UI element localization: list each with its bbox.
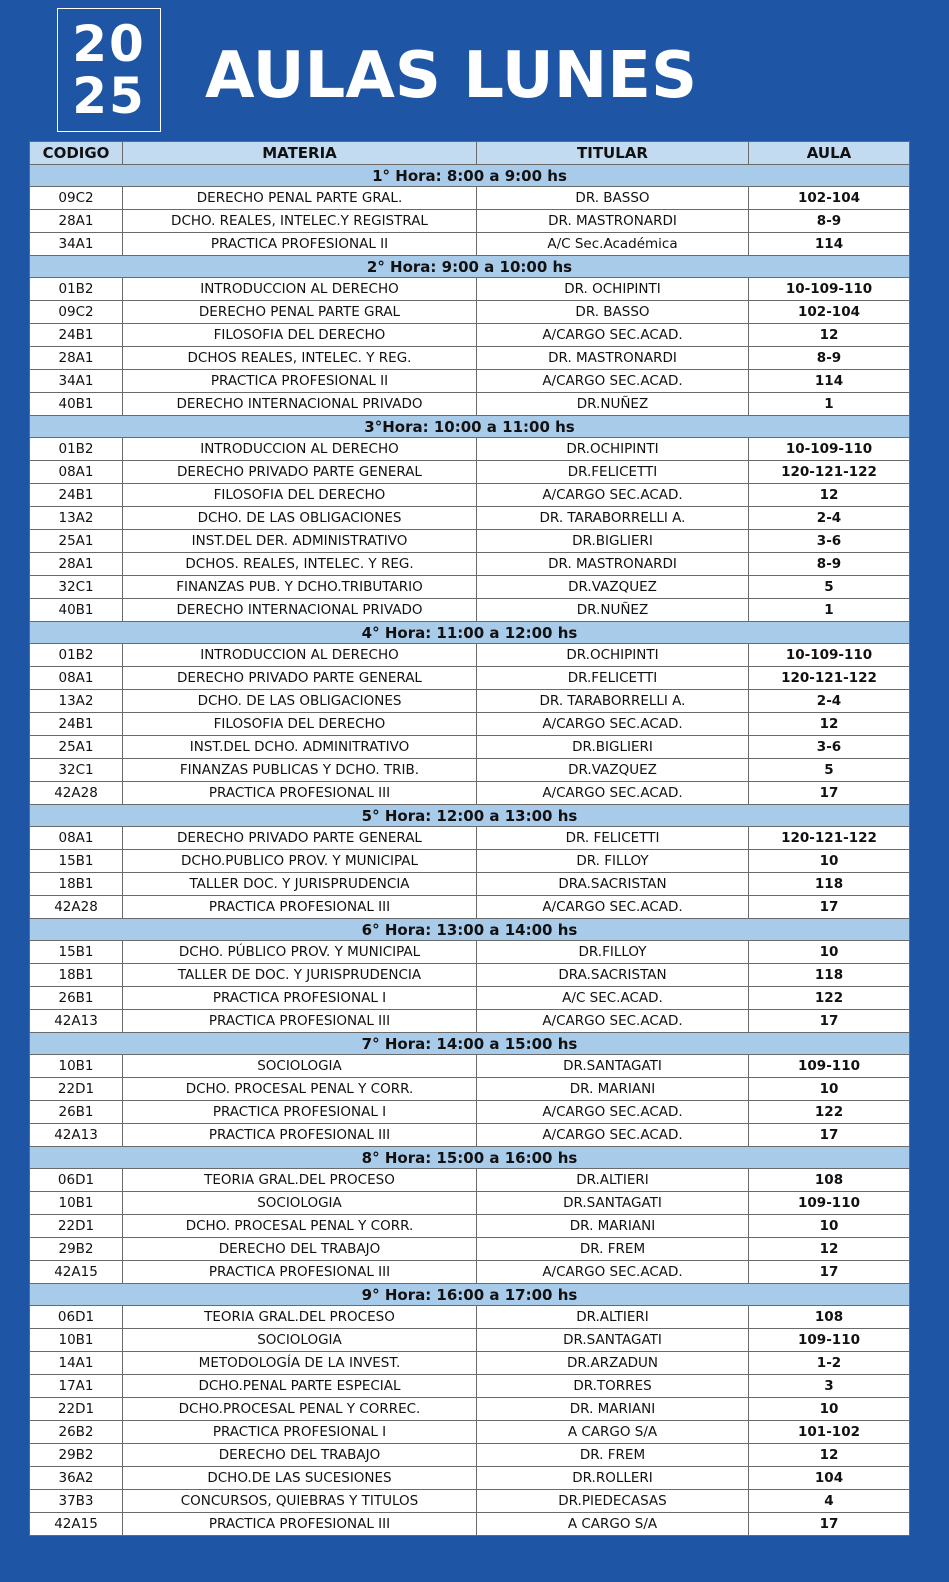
cell-materia: DCHO.PENAL PARTE ESPECIAL	[123, 1375, 477, 1398]
cell-materia: METODOLOGÍA DE LA INVEST.	[123, 1352, 477, 1375]
cell-aula: 101-102	[749, 1421, 910, 1444]
cell-aula: 10	[749, 941, 910, 964]
cell-aula: 109-110	[749, 1329, 910, 1352]
hour-label: 1° Hora: 8:00 a 9:00 hs	[30, 165, 910, 187]
table-row	[30, 210, 910, 233]
cell-titular: A/CARGO SEC.ACAD.	[477, 324, 749, 347]
cell-aula: 5	[749, 576, 910, 599]
cell-materia: INTRODUCCION AL DERECHO	[123, 278, 477, 301]
hour-row	[30, 1033, 910, 1055]
cell-titular: DR.BIGLIERI	[477, 736, 749, 759]
table-row	[30, 644, 910, 667]
table-row	[30, 393, 910, 416]
table-row	[30, 484, 910, 507]
cell-codigo: 25A1	[30, 530, 123, 553]
header-titular: TITULAR	[477, 142, 749, 165]
cell-aula: 10	[749, 1078, 910, 1101]
cell-titular: DR.NUÑEZ	[477, 599, 749, 622]
table-row	[30, 1398, 910, 1421]
cell-materia: TEORIA GRAL.DEL PROCESO	[123, 1169, 477, 1192]
table-row	[30, 782, 910, 805]
cell-titular: DR.VAZQUEZ	[477, 759, 749, 782]
cell-titular: DR.BIGLIERI	[477, 530, 749, 553]
cell-materia: DCHO. REALES, INTELEC.Y REGISTRAL	[123, 210, 477, 233]
hour-row	[30, 1284, 910, 1306]
cell-codigo: 36A2	[30, 1467, 123, 1490]
cell-aula: 5	[749, 759, 910, 782]
cell-materia: TEORIA GRAL.DEL PROCESO	[123, 1306, 477, 1329]
header-codigo: CODIGO	[30, 142, 123, 165]
cell-materia: DERECHO DEL TRABAJO	[123, 1238, 477, 1261]
cell-codigo: 26B1	[30, 987, 123, 1010]
cell-aula: 12	[749, 1238, 910, 1261]
cell-aula: 122	[749, 987, 910, 1010]
cell-titular: DR.NUÑEZ	[477, 393, 749, 416]
cell-aula: 4	[749, 1490, 910, 1513]
cell-codigo: 26B1	[30, 1101, 123, 1124]
hour-row	[30, 805, 910, 827]
cell-codigo: 10B1	[30, 1329, 123, 1352]
cell-codigo: 08A1	[30, 667, 123, 690]
year-top: 20	[72, 15, 146, 73]
cell-codigo: 24B1	[30, 484, 123, 507]
cell-aula: 1	[749, 599, 910, 622]
year-logo	[57, 8, 161, 132]
cell-materia: PRACTICA PROFESIONAL III	[123, 782, 477, 805]
cell-aula: 120-121-122	[749, 827, 910, 850]
page-title: AULAS LUNES	[205, 39, 698, 113]
table-row	[30, 1513, 910, 1536]
cell-aula: 118	[749, 873, 910, 896]
cell-aula: 8-9	[749, 553, 910, 576]
cell-titular: DR.OCHIPINTI	[477, 644, 749, 667]
cell-codigo: 32C1	[30, 576, 123, 599]
hour-label: 8° Hora: 15:00 a 16:00 hs	[30, 1147, 910, 1169]
cell-aula: 3-6	[749, 736, 910, 759]
table-row	[30, 1169, 910, 1192]
cell-titular: DR.TORRES	[477, 1375, 749, 1398]
cell-materia: PRACTICA PROFESIONAL III	[123, 896, 477, 919]
hour-label: 2° Hora: 9:00 a 10:00 hs	[30, 256, 910, 278]
cell-materia: PRACTICA PROFESIONAL II	[123, 370, 477, 393]
hour-row	[30, 165, 910, 187]
cell-titular: DR. FREM	[477, 1238, 749, 1261]
hour-label: 4° Hora: 11:00 a 12:00 hs	[30, 622, 910, 644]
cell-titular: A/CARGO SEC.ACAD.	[477, 896, 749, 919]
cell-titular: A/CARGO SEC.ACAD.	[477, 1124, 749, 1147]
cell-titular: DR. MARIANI	[477, 1078, 749, 1101]
cell-aula: 17	[749, 1010, 910, 1033]
cell-materia: DERECHO INTERNACIONAL PRIVADO	[123, 393, 477, 416]
table-row	[30, 347, 910, 370]
cell-titular: DR. FILLOY	[477, 850, 749, 873]
header-aula: AULA	[749, 142, 910, 165]
cell-titular: A CARGO S/A	[477, 1421, 749, 1444]
hour-label: 7° Hora: 14:00 a 15:00 hs	[30, 1033, 910, 1055]
cell-codigo: 13A2	[30, 507, 123, 530]
cell-titular: DR. MASTRONARDI	[477, 553, 749, 576]
cell-titular: DR. FREM	[477, 1444, 749, 1467]
hour-label: 5° Hora: 12:00 a 13:00 hs	[30, 805, 910, 827]
schedule-table	[29, 141, 910, 1536]
cell-aula: 12	[749, 324, 910, 347]
cell-codigo: 42A28	[30, 782, 123, 805]
cell-codigo: 18B1	[30, 964, 123, 987]
cell-materia: SOCIOLOGIA	[123, 1192, 477, 1215]
hour-row	[30, 256, 910, 278]
cell-materia: DCHOS REALES, INTELEC. Y REG.	[123, 347, 477, 370]
cell-materia: SOCIOLOGIA	[123, 1055, 477, 1078]
table-row	[30, 278, 910, 301]
table-row	[30, 553, 910, 576]
cell-materia: DCHO. DE LAS OBLIGACIONES	[123, 507, 477, 530]
cell-aula: 118	[749, 964, 910, 987]
cell-aula: 3	[749, 1375, 910, 1398]
cell-titular: DRA.SACRISTAN	[477, 964, 749, 987]
hour-row	[30, 416, 910, 438]
cell-codigo: 40B1	[30, 393, 123, 416]
cell-aula: 17	[749, 1513, 910, 1536]
cell-codigo: 13A2	[30, 690, 123, 713]
hour-label: 6° Hora: 13:00 a 14:00 hs	[30, 919, 910, 941]
table-row	[30, 1101, 910, 1124]
cell-materia: DCHO. DE LAS OBLIGACIONES	[123, 690, 477, 713]
cell-titular: DR. TARABORRELLI A.	[477, 690, 749, 713]
header-row	[30, 142, 910, 165]
cell-codigo: 15B1	[30, 941, 123, 964]
table-row	[30, 1192, 910, 1215]
cell-codigo: 28A1	[30, 210, 123, 233]
cell-titular: A/CARGO SEC.ACAD.	[477, 484, 749, 507]
cell-materia: SOCIOLOGIA	[123, 1329, 477, 1352]
table-row	[30, 1306, 910, 1329]
cell-aula: 10	[749, 850, 910, 873]
cell-aula: 17	[749, 1261, 910, 1284]
cell-materia: DCHO.PUBLICO PROV. Y MUNICIPAL	[123, 850, 477, 873]
cell-aula: 120-121-122	[749, 667, 910, 690]
cell-codigo: 08A1	[30, 461, 123, 484]
table-row	[30, 461, 910, 484]
cell-materia: INTRODUCCION AL DERECHO	[123, 438, 477, 461]
cell-codigo: 08A1	[30, 827, 123, 850]
cell-aula: 102-104	[749, 187, 910, 210]
table-row	[30, 370, 910, 393]
cell-aula: 109-110	[749, 1192, 910, 1215]
cell-aula: 12	[749, 484, 910, 507]
table-row	[30, 438, 910, 461]
cell-codigo: 42A13	[30, 1124, 123, 1147]
table-row	[30, 1329, 910, 1352]
cell-materia: DERECHO INTERNACIONAL PRIVADO	[123, 599, 477, 622]
cell-materia: DERECHO PRIVADO PARTE GENERAL	[123, 827, 477, 850]
table-row	[30, 301, 910, 324]
cell-aula: 114	[749, 370, 910, 393]
cell-aula: 8-9	[749, 210, 910, 233]
cell-codigo: 42A15	[30, 1513, 123, 1536]
cell-titular: A/C SEC.ACAD.	[477, 987, 749, 1010]
cell-materia: DERECHO PENAL PARTE GRAL	[123, 301, 477, 324]
cell-materia: PRACTICA PROFESIONAL III	[123, 1261, 477, 1284]
cell-materia: DERECHO PRIVADO PARTE GENERAL	[123, 667, 477, 690]
table-row	[30, 827, 910, 850]
table-row	[30, 576, 910, 599]
cell-titular: DR.VAZQUEZ	[477, 576, 749, 599]
table-row	[30, 987, 910, 1010]
cell-aula: 12	[749, 1444, 910, 1467]
cell-titular: DR.FELICETTI	[477, 461, 749, 484]
cell-titular: DR. MARIANI	[477, 1398, 749, 1421]
cell-aula: 17	[749, 1124, 910, 1147]
cell-codigo: 06D1	[30, 1306, 123, 1329]
cell-aula: 108	[749, 1306, 910, 1329]
cell-aula: 1-2	[749, 1352, 910, 1375]
cell-aula: 122	[749, 1101, 910, 1124]
table-row	[30, 1467, 910, 1490]
cell-codigo: 29B2	[30, 1238, 123, 1261]
hour-row	[30, 622, 910, 644]
table-row	[30, 736, 910, 759]
cell-titular: DR. MARIANI	[477, 1215, 749, 1238]
cell-materia: DCHO. PROCESAL PENAL Y CORR.	[123, 1078, 477, 1101]
cell-codigo: 10B1	[30, 1055, 123, 1078]
cell-titular: DR. BASSO	[477, 301, 749, 324]
cell-titular: DR. MASTRONARDI	[477, 210, 749, 233]
table-row	[30, 1421, 910, 1444]
cell-titular: A/CARGO SEC.ACAD.	[477, 782, 749, 805]
cell-codigo: 18B1	[30, 873, 123, 896]
cell-codigo: 09C2	[30, 187, 123, 210]
table-row	[30, 1375, 910, 1398]
cell-materia: DCHO.PROCESAL PENAL Y CORREC.	[123, 1398, 477, 1421]
cell-materia: FINANZAS PUB. Y DCHO.TRIBUTARIO	[123, 576, 477, 599]
cell-titular: DR.ROLLERI	[477, 1467, 749, 1490]
table-row	[30, 964, 910, 987]
cell-materia: DCHO.DE LAS SUCESIONES	[123, 1467, 477, 1490]
cell-titular: DR.ALTIERI	[477, 1169, 749, 1192]
cell-titular: DR. MASTRONARDI	[477, 347, 749, 370]
cell-codigo: 42A13	[30, 1010, 123, 1033]
cell-codigo: 42A15	[30, 1261, 123, 1284]
schedule-body	[30, 165, 910, 1536]
cell-materia: TALLER DOC. Y JURISPRUDENCIA	[123, 873, 477, 896]
cell-aula: 10-109-110	[749, 438, 910, 461]
table-row	[30, 873, 910, 896]
cell-codigo: 14A1	[30, 1352, 123, 1375]
cell-aula: 120-121-122	[749, 461, 910, 484]
cell-titular: A CARGO S/A	[477, 1513, 749, 1536]
cell-codigo: 01B2	[30, 438, 123, 461]
table-row	[30, 1238, 910, 1261]
cell-aula: 10	[749, 1398, 910, 1421]
cell-titular: DR.SANTAGATI	[477, 1192, 749, 1215]
cell-aula: 108	[749, 1169, 910, 1192]
cell-materia: TALLER DE DOC. Y JURISPRUDENCIA	[123, 964, 477, 987]
cell-aula: 10-109-110	[749, 644, 910, 667]
table-row	[30, 1490, 910, 1513]
hour-row	[30, 1147, 910, 1169]
hour-row	[30, 919, 910, 941]
table-row	[30, 1261, 910, 1284]
table-row	[30, 1352, 910, 1375]
table-row	[30, 1444, 910, 1467]
cell-aula: 102-104	[749, 301, 910, 324]
cell-codigo: 06D1	[30, 1169, 123, 1192]
cell-codigo: 34A1	[30, 370, 123, 393]
cell-aula: 109-110	[749, 1055, 910, 1078]
cell-codigo: 01B2	[30, 278, 123, 301]
table-row	[30, 713, 910, 736]
cell-aula: 8-9	[749, 347, 910, 370]
cell-materia: FILOSOFIA DEL DERECHO	[123, 324, 477, 347]
cell-codigo: 28A1	[30, 553, 123, 576]
cell-titular: A/CARGO SEC.ACAD.	[477, 713, 749, 736]
cell-titular: DR.FELICETTI	[477, 667, 749, 690]
cell-codigo: 10B1	[30, 1192, 123, 1215]
table-row	[30, 1124, 910, 1147]
cell-aula: 3-6	[749, 530, 910, 553]
cell-materia: PRACTICA PROFESIONAL III	[123, 1010, 477, 1033]
cell-aula: 2-4	[749, 690, 910, 713]
cell-codigo: 09C2	[30, 301, 123, 324]
cell-materia: PRACTICA PROFESIONAL I	[123, 987, 477, 1010]
cell-materia: DCHO. PROCESAL PENAL Y CORR.	[123, 1215, 477, 1238]
cell-titular: DR.PIEDECASAS	[477, 1490, 749, 1513]
table-row	[30, 1010, 910, 1033]
cell-materia: FILOSOFIA DEL DERECHO	[123, 484, 477, 507]
cell-titular: DR. OCHIPINTI	[477, 278, 749, 301]
cell-materia: PRACTICA PROFESIONAL I	[123, 1101, 477, 1124]
cell-codigo: 15B1	[30, 850, 123, 873]
cell-codigo: 22D1	[30, 1398, 123, 1421]
cell-codigo: 29B2	[30, 1444, 123, 1467]
cell-titular: DR. BASSO	[477, 187, 749, 210]
hour-label: 9° Hora: 16:00 a 17:00 hs	[30, 1284, 910, 1306]
cell-aula: 1	[749, 393, 910, 416]
table-row	[30, 667, 910, 690]
cell-codigo: 26B2	[30, 1421, 123, 1444]
cell-aula: 114	[749, 233, 910, 256]
cell-codigo: 34A1	[30, 233, 123, 256]
cell-materia: INST.DEL DCHO. ADMINITRATIVO	[123, 736, 477, 759]
cell-codigo: 24B1	[30, 713, 123, 736]
cell-titular: DR.SANTAGATI	[477, 1055, 749, 1078]
cell-materia: PRACTICA PROFESIONAL II	[123, 233, 477, 256]
cell-aula: 10-109-110	[749, 278, 910, 301]
cell-codigo: 40B1	[30, 599, 123, 622]
cell-codigo: 17A1	[30, 1375, 123, 1398]
table-row	[30, 1215, 910, 1238]
table-row	[30, 530, 910, 553]
cell-materia: DERECHO PRIVADO PARTE GENERAL	[123, 461, 477, 484]
cell-codigo: 28A1	[30, 347, 123, 370]
cell-titular: A/CARGO SEC.ACAD.	[477, 1101, 749, 1124]
cell-materia: FILOSOFIA DEL DERECHO	[123, 713, 477, 736]
table-row	[30, 1078, 910, 1101]
cell-titular: DRA.SACRISTAN	[477, 873, 749, 896]
cell-titular: DR. TARABORRELLI A.	[477, 507, 749, 530]
cell-titular: DR.FILLOY	[477, 941, 749, 964]
header-materia: MATERIA	[123, 142, 477, 165]
cell-codigo: 32C1	[30, 759, 123, 782]
cell-codigo: 22D1	[30, 1215, 123, 1238]
cell-aula: 17	[749, 782, 910, 805]
cell-materia: INTRODUCCION AL DERECHO	[123, 644, 477, 667]
hour-label: 3°Hora: 10:00 a 11:00 hs	[30, 416, 910, 438]
cell-materia: INST.DEL DER. ADMINISTRATIVO	[123, 530, 477, 553]
cell-materia: PRACTICA PROFESIONAL III	[123, 1124, 477, 1147]
cell-aula: 10	[749, 1215, 910, 1238]
cell-titular: DR. FELICETTI	[477, 827, 749, 850]
table-row	[30, 507, 910, 530]
table-row	[30, 896, 910, 919]
cell-codigo: 25A1	[30, 736, 123, 759]
table-row	[30, 1055, 910, 1078]
cell-materia: PRACTICA PROFESIONAL I	[123, 1421, 477, 1444]
cell-titular: A/CARGO SEC.ACAD.	[477, 1261, 749, 1284]
cell-materia: DERECHO DEL TRABAJO	[123, 1444, 477, 1467]
cell-codigo: 01B2	[30, 644, 123, 667]
cell-materia: FINANZAS PUBLICAS Y DCHO. TRIB.	[123, 759, 477, 782]
cell-materia: DCHO. PÚBLICO PROV. Y MUNICIPAL	[123, 941, 477, 964]
table-row	[30, 324, 910, 347]
cell-materia: DCHOS. REALES, INTELEC. Y REG.	[123, 553, 477, 576]
table-row	[30, 690, 910, 713]
cell-titular: DR.ALTIERI	[477, 1306, 749, 1329]
cell-codigo: 42A28	[30, 896, 123, 919]
table-row	[30, 187, 910, 210]
cell-materia: PRACTICA PROFESIONAL III	[123, 1513, 477, 1536]
table-row	[30, 599, 910, 622]
cell-titular: A/CARGO SEC.ACAD.	[477, 1010, 749, 1033]
table-row	[30, 759, 910, 782]
cell-aula: 104	[749, 1467, 910, 1490]
cell-aula: 12	[749, 713, 910, 736]
cell-codigo: 22D1	[30, 1078, 123, 1101]
cell-titular: A/CARGO SEC.ACAD.	[477, 370, 749, 393]
cell-codigo: 37B3	[30, 1490, 123, 1513]
cell-titular: DR.SANTAGATI	[477, 1329, 749, 1352]
cell-titular: A/C Sec.Académica	[477, 233, 749, 256]
cell-titular: DR.OCHIPINTI	[477, 438, 749, 461]
year-bottom: 25	[72, 67, 146, 125]
cell-titular: DR.ARZADUN	[477, 1352, 749, 1375]
table-row	[30, 233, 910, 256]
cell-aula: 17	[749, 896, 910, 919]
cell-codigo: 24B1	[30, 324, 123, 347]
cell-materia: DERECHO PENAL PARTE GRAL.	[123, 187, 477, 210]
cell-aula: 2-4	[749, 507, 910, 530]
table-row	[30, 941, 910, 964]
cell-materia: CONCURSOS, QUIEBRAS Y TITULOS	[123, 1490, 477, 1513]
table-row	[30, 850, 910, 873]
